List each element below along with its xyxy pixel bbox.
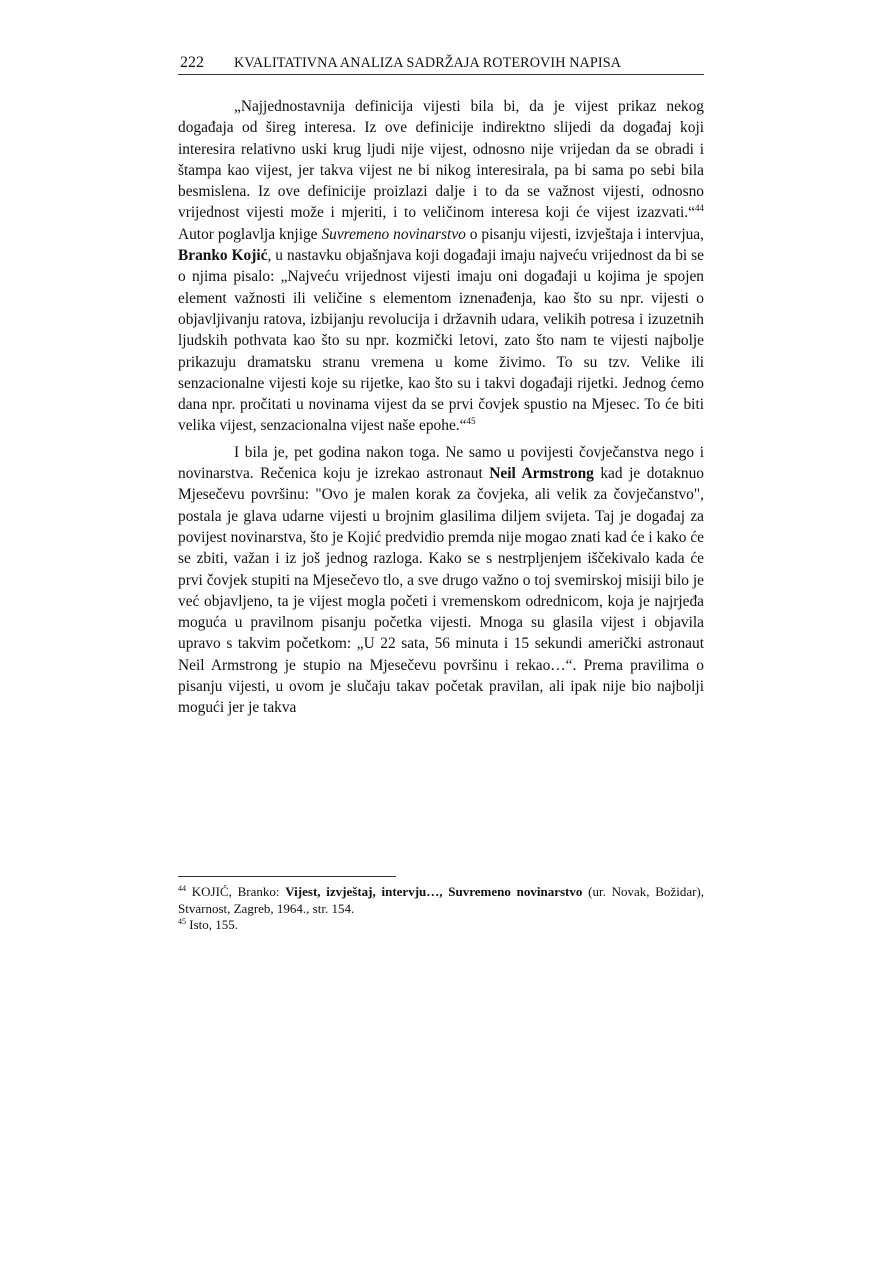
paragraph-1: [178, 96, 704, 437]
footnote-citation: (ur. Novak, Božidar), Stvarnost, Zagreb, 1964., str. 154.: [178, 884, 704, 916]
author-name: Branko Kojić: [178, 247, 268, 265]
footnote-title: Vijest, izvještaj, intervju…, Suvremeno novinarstvo: [285, 884, 583, 899]
astronaut-name: Neil Armstrong: [489, 465, 594, 483]
running-header: [178, 52, 704, 75]
paragraph-text: I bila je, pet godina nakon toga. Ne samo u povijesti čovječanstva nego i novinarstva. Rečenica koju je izrekao astronaut: [178, 443, 704, 483]
footnote-citation: Isto, 155.: [186, 917, 238, 932]
kojic-quote-definition: „Najjednostavnija definicija vijesti bila bi, da je vijest prikaz nekog događaja od šireg interesa. Iz ove definicije indirektno slijedi da događaj koji interesira relativno uski krug ljudi nije vijest, odnosno nije vrijedan da se obradi i štampa kao vijest, jer takva vijest ne bi nikog interesirala, pa bi sama po sebi bila besmislena. Iz ove definicije proizlazi dalje i to da se važnost vijesti, odnosno vrijednost vijesti može i mjeriti, i to veličinom interesa koji će vijest izazvati.“: [178, 98, 704, 222]
paragraph-text: Autor poglavlja knjige: [178, 225, 322, 243]
footnote-ref-44[interactable]: 44: [695, 203, 704, 214]
page-number: 222: [180, 54, 204, 71]
paragraph-text: , u nastavku objašnjava koji događaji imaju najveću vrijednost da bi se o njima pisalo: „Najveću vrijednost vijesti imaju oni događaji u kojima je spojen element važnosti ili veličine s elementom iznenađenja, kao što su npr. vijesti o objavljivanju ratova, izbijanju revolucija i državnih udara, velikih potresa i izuzetnih ljudskih pothvata kao što su npr. kozmički letovi, zato što nam te vijesti najbolje prikazuju dramatsku stranu vremena u kome živimo. To su tzv. Velike ili senzacionalne vijesti koje su rijetke, kao što su i takvi događaji rijetki. Jednog ćemo dana npr. pročitati u novinama vijest da se prvi čovjek spustio na Mjesec. To će biti velika vijest, senzacionalna vijest naše epohe.“: [178, 247, 704, 435]
body-text: [178, 96, 704, 719]
paragraph-2: [178, 442, 704, 719]
running-title: KVALITATIVNA ANALIZA SADRŽAJA ROTEROVIH NAPISA: [234, 55, 622, 71]
footnote-ref-45[interactable]: 45: [466, 416, 476, 427]
footnote-number: 44: [178, 884, 186, 893]
paragraph-text: o pisanju vijesti, izvještaja i intervjua,: [465, 225, 704, 243]
footnote-44: [178, 884, 704, 917]
footnote-divider: [178, 876, 396, 877]
paragraph-text: kad je dotaknuo Mjesečevu površinu: "Ovo je malen korak za čovjeka, ali velik za čovječanstvo", postala je glava udarne vijesti u brojnim glasilima diljem svijeta. Taj je događaj za povijest novinarstva, što je Kojić predvidio premda nije mogao znati kad će i kako će se zbiti, važan i iz još jednog razloga. Kako se s nestrpljenjem iščekivalo kada će prvi čovjek stupiti na Mjesečevo tlo, a sve drugo važno o toj svemirskoj misiji bilo je već objavljeno, ta je vijest mogla početi i vremenskom odrednicom, koja je najrjeđa moguća u pravilnom pisanju početka vijesti. Mnoga su glasila vijest i objavila upravo s takvim početkom: „U 22 sata, 56 minuta i 15 sekundi američki astronaut Neil Armstrong je stupio na Mjesečevu površinu i rekao…“. Prema pravilima o pisanju vijesti, u ovom je slučaju takav početak pravilan, ali ipak nije bio najbolji mogući jer je takva: [178, 465, 704, 717]
footnote-45: [178, 917, 704, 934]
footnote-author: KOJIĆ, Branko:: [186, 884, 286, 899]
book-title: Suvremeno novinarstvo: [321, 225, 466, 243]
footnotes: [178, 884, 704, 934]
footnote-number: 45: [178, 917, 186, 926]
